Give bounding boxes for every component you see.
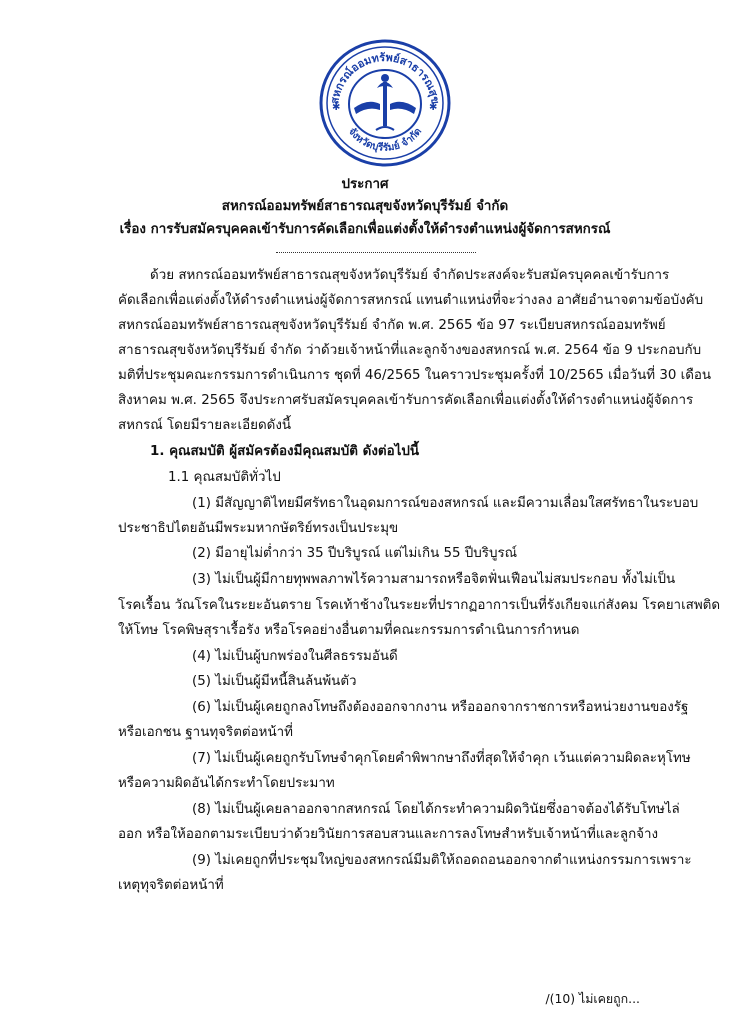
intro-line: สิงหาคม พ.ศ. 2565 จึงประกาศรับสมัครบุคคลเข้ารับการคัดเลือกเพื่อแต่งตั้งให้ดำรงตำแหน่งผู้จัดการ — [118, 393, 694, 408]
qualification-item-cont: หรือเอกชน ฐานทุจริตต่อหน้าที่ — [118, 725, 293, 740]
intro-line: ด้วย สหกรณ์ออมทรัพย์สาธารณสุขจังหวัดบุรีรัมย์ จำกัดประสงค์จะรับสมัครบุคคลเข้ารับการ — [150, 268, 670, 283]
qualification-item: (9) ไม่เคยถูกที่ประชุมใหญ่ของสหกรณ์มีมติให้ถอดถอนออกจากตำแหน่งกรรมการเพราะ — [192, 853, 692, 868]
announcement-label: ประกาศ — [341, 177, 389, 192]
svg-text:✱: ✱ — [429, 102, 438, 113]
qualification-item-cont: ประชาธิปไตยอันมีพระมหากษัตริย์ทรงเป็นประมุข — [118, 521, 399, 536]
qualification-item-cont: โรคเรื้อน วัณโรคในระยะอันตราย โรคเท้าช้างในระยะที่ปรากฏอาการเป็นที่รังเกียจแก่สังคม โรคยาเสพติด — [118, 598, 721, 613]
intro-line: สหกรณ์ออมทรัพย์สาธารณสุขจังหวัดบุรีรัมย์ จำกัด พ.ศ. 2565 ข้อ 97 ระเบียบสหกรณ์ออมทรัพย์ — [118, 318, 666, 333]
qualification-item-cont: ให้โทษ โรคพิษสุราเรื้อรัง หรือโรคอย่างอื่นตามที่คณะกรรมการดำเนินการกำหนด — [118, 623, 580, 638]
cooperative-seal-logo — [318, 38, 452, 168]
section-heading: 1. คุณสมบัติ ผู้สมัครต้องมีคุณสมบัติ ดังต่อไปนี้ — [150, 444, 420, 459]
intro-line: สหกรณ์ โดยมีรายละเอียดดังนี้ — [118, 418, 292, 433]
qualification-item: (6) ไม่เป็นผู้เคยถูกลงโทษถึงต้องออกจากงาน หรือออกจากราชการหรือหน่วยงานของรัฐ — [192, 700, 689, 715]
qualification-item: (8) ไม่เป็นผู้เคยลาออกจากสหกรณ์ โดยได้กระทำความผิดวินัยซึ่งอาจต้องได้รับโทษไล่ — [192, 802, 680, 817]
intro-line: มติที่ประชุมคณะกรรมการดำเนินการ ชุดที่ 46/2565 ในคราวประชุมครั้งที่ 10/2565 เมื่อวันที่ 30 เดือน — [118, 368, 712, 383]
dotted-divider — [276, 252, 476, 253]
subject-line: เรื่อง การรับสมัครบุคคลเข้ารับการคัดเลือกเพื่อแต่งตั้งให้ดำรงตำแหน่งผู้จัดการสหกรณ์ — [119, 222, 611, 237]
qualification-item: (3) ไม่เป็นผู้มีกายทุพพลภาพไร้ความสามารถหรือจิตฟั่นเฟือนไม่สมประกอบ ทั้งไม่เป็น — [192, 572, 676, 587]
seal-bottom-text: จังหวัดบุรีรัมย์ จำกัด — [345, 126, 425, 154]
qualification-item: (2) มีอายุไม่ต่ำกว่า 35 ปีบริบูรณ์ แต่ไม่เกิน 55 ปีบริบูรณ์ — [192, 546, 518, 561]
qualification-item-cont: หรือความผิดอันได้กระทำโดยประมาท — [118, 776, 335, 791]
qualification-item: (7) ไม่เป็นผู้เคยถูกรับโทษจำคุกโดยคำพิพากษาถึงที่สุดให้จำคุก เว้นแต่ความผิดละหุโทษ — [192, 751, 691, 766]
qualification-item-cont: เหตุทุจริตต่อหน้าที่ — [118, 878, 224, 893]
qualification-item: (1) มีสัญญาติไทยมีศรัทธาในอุดมการณ์ของสหกรณ์ และมีความเลื่อมใสศรัทธาในระบอบ — [192, 496, 699, 511]
qualification-item-cont: ออก หรือให้ออกตามระเบียบว่าด้วยวินัยการสอบสวนและการลงโทษสำหรับเจ้าหน้าที่และลูกจ้าง — [118, 827, 659, 842]
qualification-item: (4) ไม่เป็นผู้บกพร่องในศีลธรรมอันดี — [192, 649, 398, 664]
org-name: สหกรณ์ออมทรัพย์สาธารณสุขจังหวัดบุรีรัมย์ จำกัด — [221, 199, 509, 214]
svg-text:✱: ✱ — [332, 102, 341, 113]
subsection-heading: 1.1 คุณสมบัติทั่วไป — [168, 470, 281, 485]
seal-top-text: สหกรณ์ออมทรัพย์สาธารณสุข — [328, 50, 442, 105]
qualification-item: (5) ไม่เป็นผู้มีหนี้สินล้นพ้นตัว — [192, 674, 357, 689]
page-continuation: /(10) ไม่เคยถูก... — [545, 991, 640, 1006]
svg-text:จังหวัดบุรีรัมย์ จำกัด — [346, 126, 424, 154]
intro-line: สาธารณสุขจังหวัดบุรีรัมย์ จำกัด ว่าด้วยเจ้าหน้าที่และลูกจ้างของสหกรณ์ พ.ศ. 2564 ข้อ 9 ประกอบกับ — [118, 343, 702, 358]
intro-line: คัดเลือกเพื่อแต่งตั้งให้ดำรงตำแหน่งผู้จัดการสหกรณ์ แทนตำแหน่งที่จะว่างลง อาศัยอำนาจตามข้อบังคับ — [118, 293, 704, 308]
